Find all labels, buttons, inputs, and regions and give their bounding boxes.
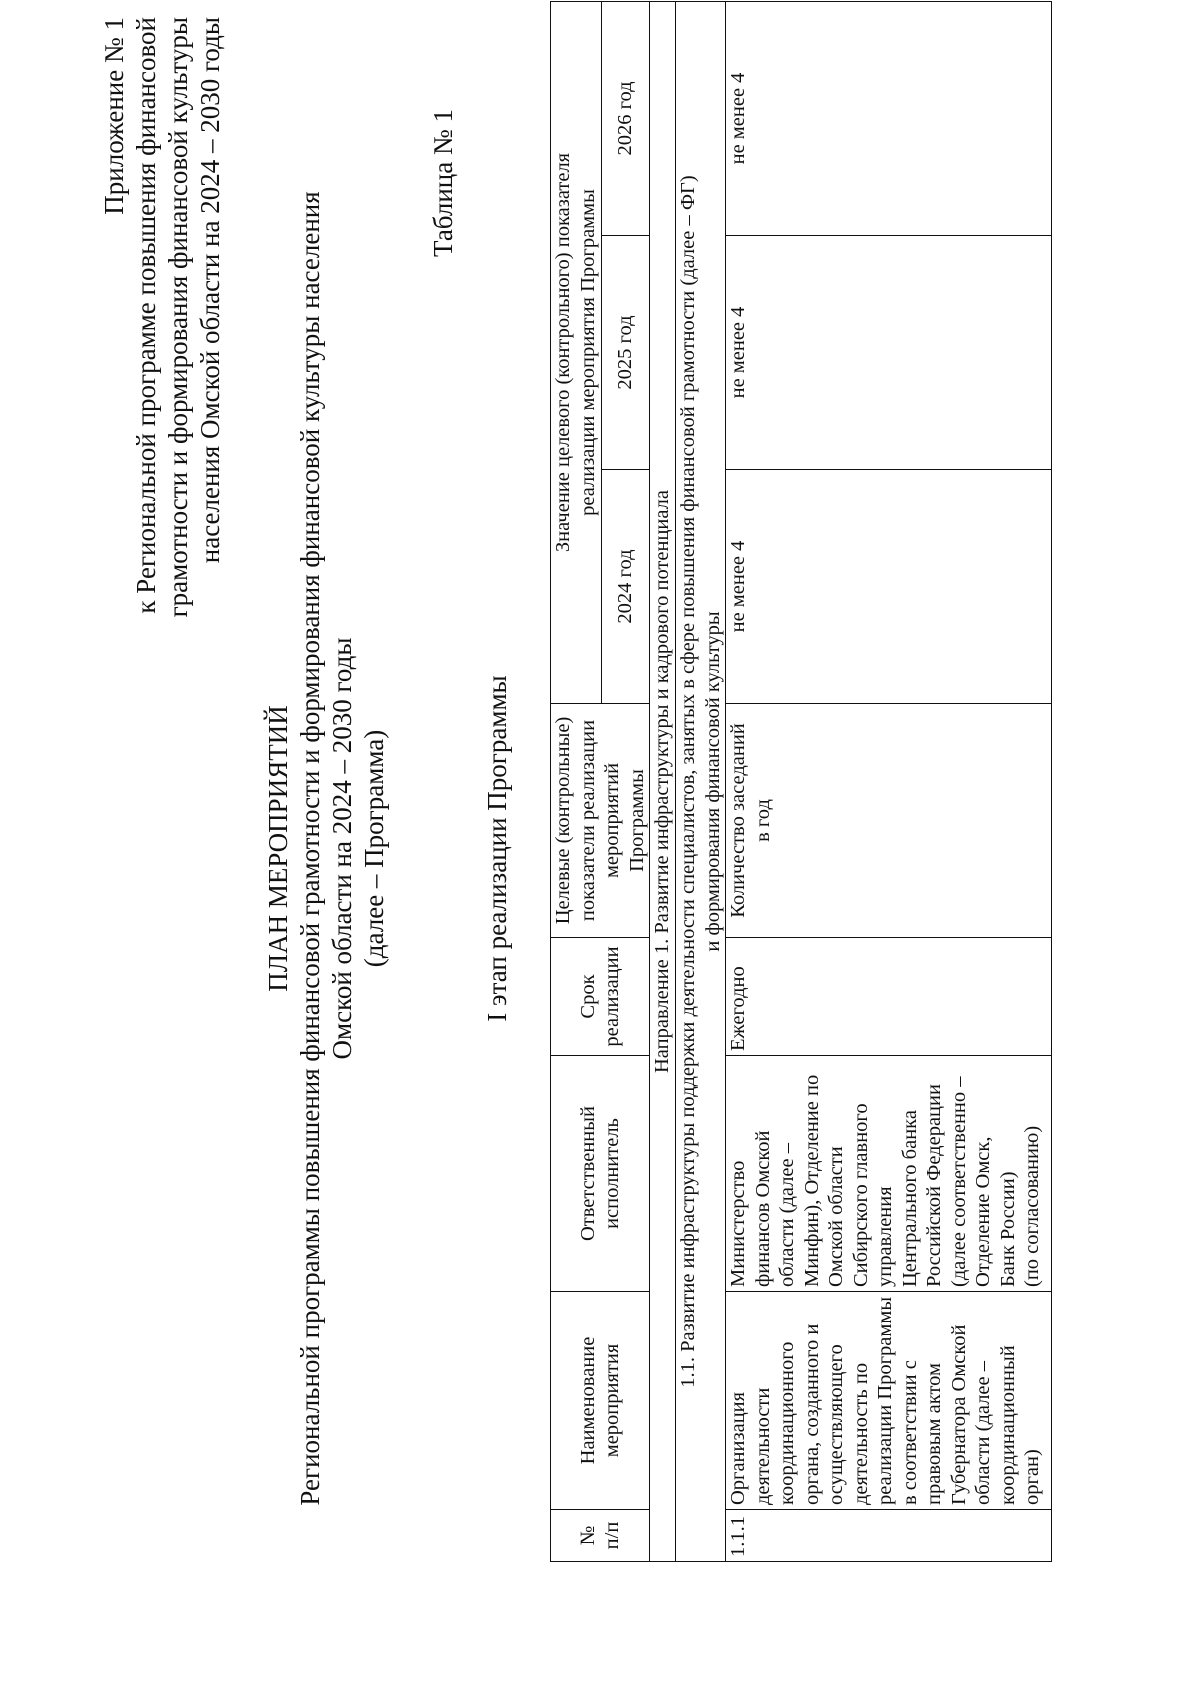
header-number-a: № [576, 1525, 599, 1546]
plan-subtitle-line-1: Региональной программы повышения финансовой грамотности и формирования финансовой культуры населения [295, 191, 325, 1506]
row-name-line: органа, созданного и [800, 1323, 823, 1505]
header-year-2025: 2025 год [601, 236, 650, 470]
appendix-block [98, 17, 226, 677]
appendix-line-2: к Региональной программе повышения финансовой [131, 17, 161, 614]
row-name-line: Губернатора Омской [947, 1324, 970, 1505]
plan-table [550, 1, 1052, 1562]
row-responsible-line: Центрального банка [898, 1110, 921, 1287]
row-indicator-b: в год [751, 799, 774, 842]
subsection-heading-b: и формирования финансовой культуры [701, 611, 724, 952]
header-responsible-b: исполнитель [601, 1118, 623, 1229]
row-name-line: деятельности [751, 1387, 774, 1505]
header-term-b: реализации [601, 946, 623, 1047]
row-value-2025: не менее 4 [726, 236, 1052, 470]
appendix-line-1: Приложение № 1 [99, 17, 129, 215]
header-number-b: п/п [601, 1521, 623, 1550]
row-name-line: реализации Программы [874, 1296, 896, 1505]
header-indicators-a: Целевые (контрольные) [552, 716, 574, 925]
plan-title-block [262, 0, 390, 1697]
header-term-a: Срок [576, 974, 599, 1019]
row-indicator [726, 704, 1052, 938]
row-responsible-line: управления [874, 1186, 896, 1287]
row-responsible-line: Отделение Омск, [972, 1136, 994, 1287]
subsection-heading-a: 1.1. Развитие инфраструктуры поддержки деятельности специалистов, занятых в сфере повышения финансовой грамотности (далее – ФГ) [677, 175, 699, 1388]
row-responsible-line: области (далее – [776, 1143, 798, 1287]
row-responsible-line: Банк России) [996, 1171, 1019, 1287]
row-responsible-line: (по согласованию) [1021, 1125, 1043, 1287]
row-responsible [726, 1056, 1052, 1292]
row-responsible-line: Минфин), Отделение по [800, 1074, 823, 1287]
appendix-line-4: населения Омской области на 2024 – 2030 годы [195, 17, 225, 564]
header-values-a: Значение целевого (контрольного) показателя [552, 152, 575, 553]
table-label: Таблица № 1 [428, 109, 458, 257]
header-year-2026: 2026 год [601, 1, 650, 235]
row-responsible-line: Омской области [825, 1146, 847, 1287]
header-indicators-c: мероприятий [601, 762, 623, 879]
direction-row [650, 1, 676, 1561]
header-values-b: реализации мероприятия Программы [576, 189, 599, 516]
row-name-line: правовым актом [923, 1363, 945, 1505]
row-name-line: Организация [727, 1391, 749, 1505]
row-name-line: в соответствии с [898, 1360, 921, 1505]
header-name-b: мероприятия [601, 1343, 623, 1458]
header-name [551, 1292, 650, 1510]
subsection-row [676, 1, 726, 1561]
header-responsible-a: Ответственный [576, 1105, 599, 1242]
appendix-line-3: грамотности и формирования финансовой культуры [163, 17, 193, 618]
header-indicators-d: Программы [625, 769, 648, 872]
table-row [726, 1, 1052, 1561]
header-responsible [551, 1056, 650, 1292]
row-name-line: области (далее – [972, 1361, 994, 1505]
direction-heading: Направление 1. Развитие инфраструктуры и кадрового потенциала [650, 1, 676, 1561]
row-responsible-line: Министерство [727, 1160, 749, 1287]
row-name-line: деятельность по [849, 1362, 872, 1505]
header-values [551, 1, 602, 703]
header-name-a: Наименование [576, 1336, 599, 1465]
header-indicators-b: показатели реализации [576, 719, 599, 922]
row-name [726, 1292, 1052, 1510]
row-term: Ежегодно [726, 938, 1052, 1056]
row-responsible-line: Сибирского главного [849, 1103, 872, 1287]
row-name-line: осуществляющего [825, 1344, 847, 1505]
row-name-line: координационный [996, 1345, 1019, 1505]
row-value-2026: не менее 4 [726, 1, 1052, 235]
row-number: 1.1.1 [726, 1510, 1052, 1562]
header-indicators [551, 704, 650, 938]
row-responsible-line: Российской Федерации [923, 1084, 945, 1287]
subsection-heading [676, 1, 726, 1561]
row-indicator-a: Количество заседаний [727, 723, 749, 918]
row-responsible-line: (далее соответственно – [947, 1076, 970, 1287]
header-year-2024: 2024 год [601, 470, 650, 704]
stage-heading: I этап реализации Программы [482, 675, 512, 1022]
header-term [551, 938, 650, 1056]
plan-subtitle-line-3: (далее – Программа) [359, 729, 389, 968]
plan-subtitle-line-2: Омской области на 2024 – 2030 годы [327, 637, 357, 1060]
row-responsible-line: финансов Омской [751, 1130, 774, 1287]
row-name-line: орган) [1021, 1449, 1043, 1505]
row-name-line: координационного [776, 1341, 798, 1505]
table-header-row-1 [551, 1, 602, 1561]
header-number [551, 1510, 650, 1562]
plan-title: ПЛАН МЕРОПРИЯТИЙ [263, 705, 293, 992]
row-value-2024: не менее 4 [726, 470, 1052, 704]
